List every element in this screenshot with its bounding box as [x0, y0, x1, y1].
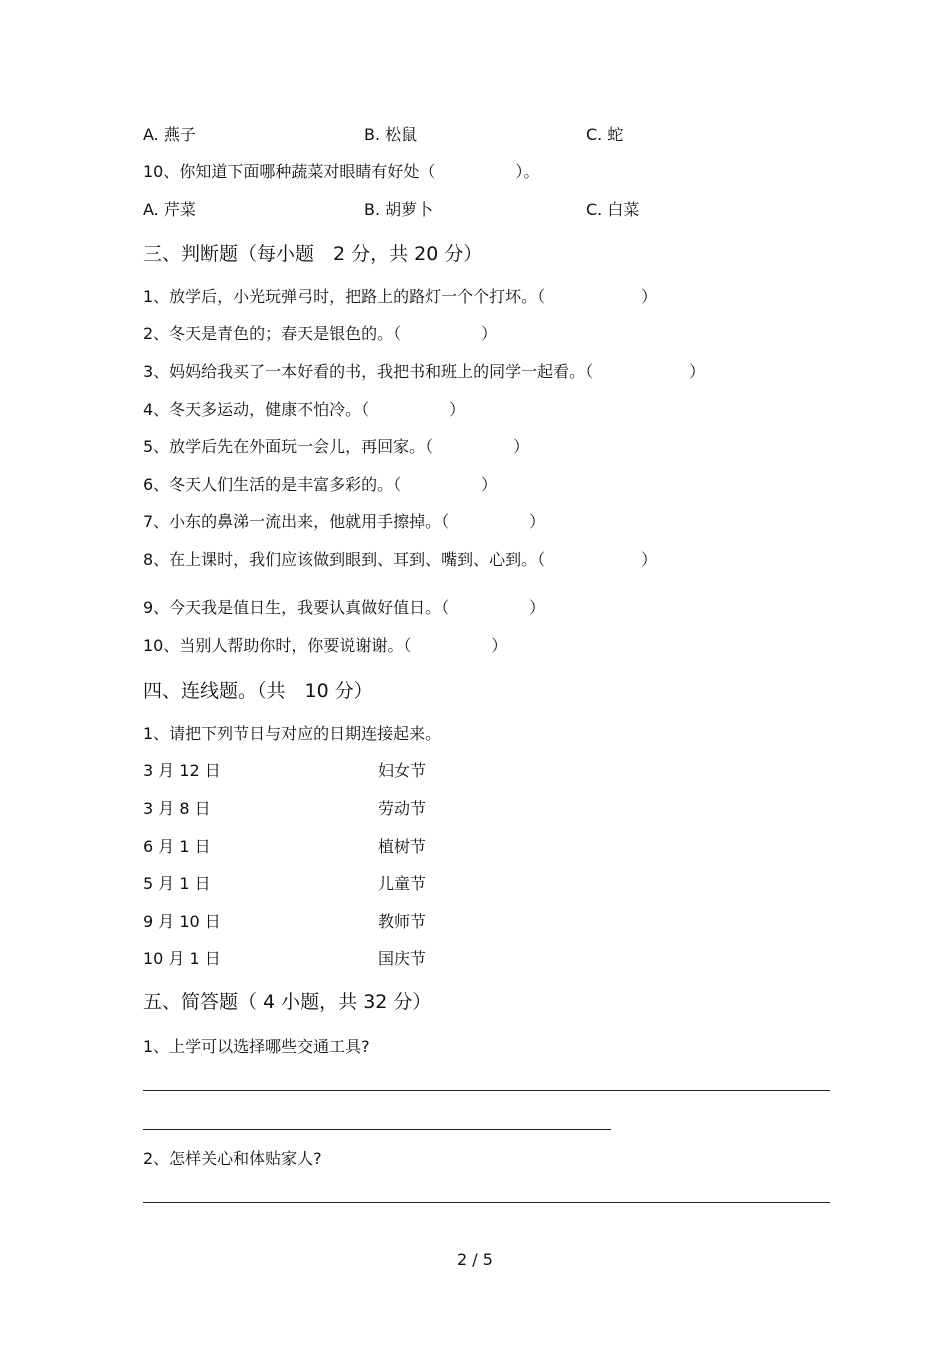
section3-heading: 三、判断题（每小题 2 分，共 20 分）	[143, 243, 483, 265]
section5-heading: 五、简答题（ 4 小题，共 32 分）	[143, 991, 432, 1013]
q10-option-b: B. 胡萝卜	[364, 200, 434, 219]
section3-item: 5、放学后先在外面玩一会儿，再回家。（ ）	[143, 437, 530, 456]
date-item: 6 月 1 日	[143, 837, 211, 856]
section3-item: 10、当别人帮助你时，你要说谢谢。（ ）	[143, 636, 508, 655]
q9-option-a: A. 燕子	[143, 125, 196, 144]
section5-question-2: 2、怎样关心和体贴家人?	[143, 1149, 322, 1168]
date-item: 3 月 8 日	[143, 799, 211, 818]
answer-line	[143, 1202, 830, 1203]
section4-question: 1、请把下列节日与对应的日期连接起来。	[143, 724, 442, 743]
answer-line	[143, 1090, 830, 1091]
section3-item: 7、小东的鼻涕一流出来，他就用手擦掉。（ ）	[143, 512, 546, 531]
section3-item: 3、妈妈给我买了一本好看的书，我把书和班上的同学一起看。（ ）	[143, 362, 706, 381]
section3-item: 6、冬天人们生活的是丰富多彩的。（ ）	[143, 475, 498, 494]
holiday-item: 国庆节	[378, 949, 427, 968]
section3-item: 2、冬天是青色的；春天是银色的。（ ）	[143, 324, 498, 343]
q10-text: 10、你知道下面哪种蔬菜对眼睛有好处（ ）。	[143, 162, 540, 181]
date-item: 10 月 1 日	[143, 949, 221, 968]
q10-option-c: C. 白菜	[586, 200, 640, 219]
section3-item: 1、放学后，小光玩弹弓时，把路上的路灯一个个打坏。（ ）	[143, 287, 658, 306]
answer-line	[143, 1129, 611, 1130]
page-number: 2 / 5	[457, 1250, 493, 1269]
section3-item: 9、今天我是值日生，我要认真做好值日。（ ）	[143, 598, 546, 617]
date-item: 5 月 1 日	[143, 874, 211, 893]
section3-item: 4、冬天多运动，健康不怕冷。（ ）	[143, 400, 466, 419]
holiday-item: 植树节	[378, 837, 427, 856]
q9-option-b: B. 松鼠	[364, 125, 418, 144]
q9-option-c: C. 蛇	[586, 125, 624, 144]
holiday-item: 妇女节	[378, 761, 427, 780]
date-item: 9 月 10 日	[143, 912, 221, 931]
holiday-item: 教师节	[378, 912, 427, 931]
section3-item: 8、在上课时，我们应该做到眼到、耳到、嘴到、心到。（ ）	[143, 550, 658, 569]
q10-option-a: A. 芹菜	[143, 200, 196, 219]
holiday-item: 儿童节	[378, 874, 427, 893]
date-item: 3 月 12 日	[143, 761, 221, 780]
holiday-item: 劳动节	[378, 799, 427, 818]
section5-question-1: 1、上学可以选择哪些交通工具?	[143, 1037, 370, 1056]
section4-heading: 四、连线题。（共 10 分）	[143, 680, 373, 702]
